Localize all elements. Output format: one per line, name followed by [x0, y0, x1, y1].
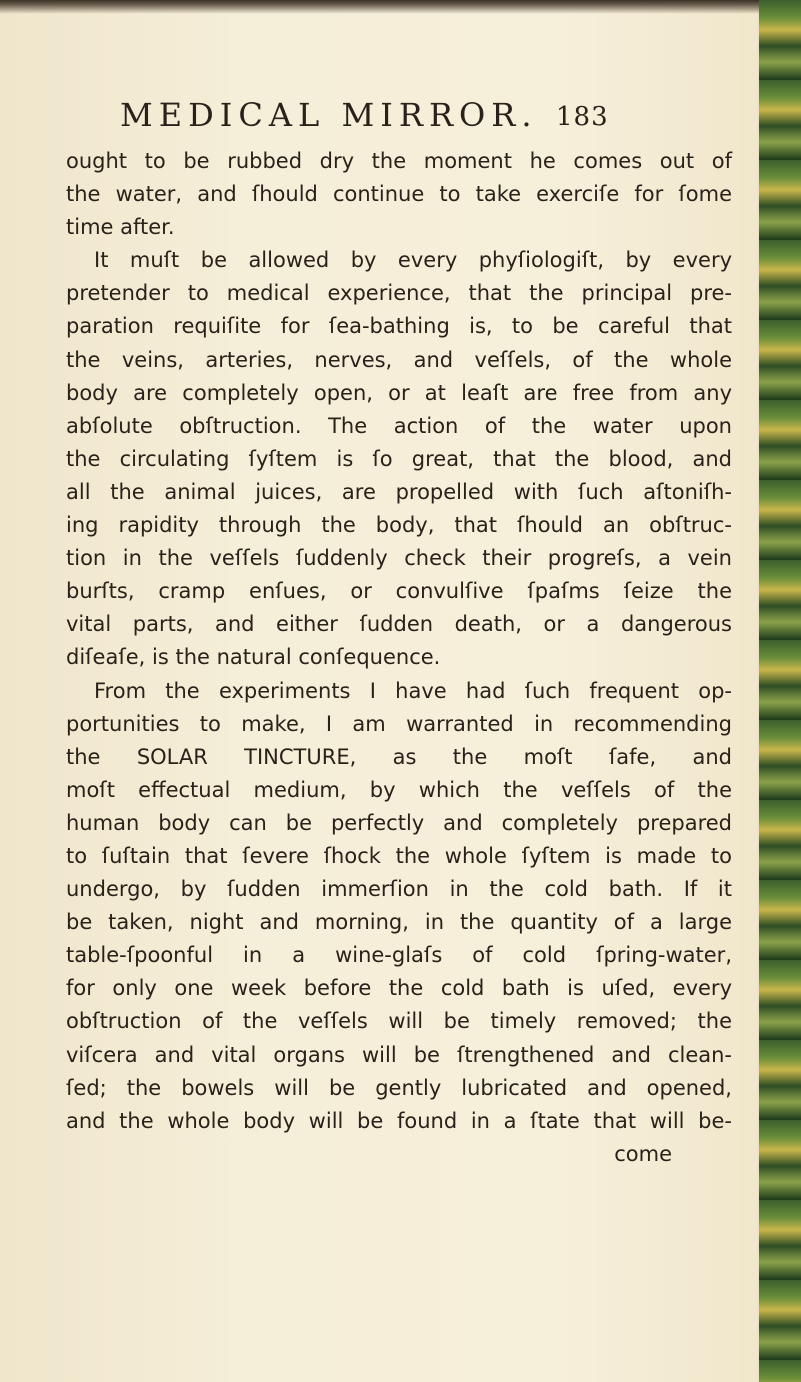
text-line: human body can be perfectly and completely prepared	[66, 810, 732, 835]
page-title: MEDICAL MIRROR.	[120, 96, 538, 134]
text-line: obſtruction of the veſſels will be timely removed; the	[66, 1009, 732, 1034]
text-line: tion in the veſſels ſuddenly check their progreſs, a vein	[66, 546, 732, 571]
catchword: come	[614, 1141, 672, 1166]
text-line: the circulating ſyſtem is ſo great, that the blood, and	[66, 446, 732, 471]
text-line: diſeaſe, is the natural conſequence.	[66, 645, 441, 670]
page-top-shadow	[0, 0, 770, 14]
text-line: pretender to medical experience, that the principal pre-	[66, 281, 732, 306]
text-line: abſolute obſtruction. The action of the water upon	[66, 413, 732, 438]
book-cover-edge	[759, 0, 801, 1382]
text-line: undergo, by ſudden immerſion in the cold bath. If it	[66, 877, 732, 902]
text-line: paration requiſite for ſea-bathing is, to be careful that	[66, 314, 732, 339]
text-line: ing rapidity through the body, that ſhould an obſtruc-	[66, 513, 732, 538]
text-line: vital parts, and either ſudden death, or a dangerous	[66, 612, 732, 637]
text-line: be taken, night and morning, in the quantity of a large	[66, 910, 732, 935]
text-line: burſts, cramp enſues, or convulſive ſpaſms ſeize the	[66, 579, 732, 604]
text-line: the SOLAR TINCTURE, as the moſt ſafe, and	[66, 744, 732, 769]
running-head	[120, 96, 640, 136]
text-line: portunities to make, I am warranted in recommending	[66, 711, 732, 736]
text-line: table-ſpoonful in a wine-glaſs of cold ſpring-water,	[66, 943, 732, 968]
text-line: body are completely open, or at leaſt are free from any	[66, 380, 732, 405]
text-line: to ſuſtain that ſevere ſhock the whole ſyſtem is made to	[66, 843, 732, 868]
text-line: the water, and ſhould continue to take exerciſe for ſome	[66, 182, 732, 207]
text-line: the veins, arteries, nerves, and veſſels, of the whole	[66, 347, 732, 372]
text-line: and the whole body will be found in a ſtate that will be-	[66, 1108, 732, 1133]
text-line: ought to be rubbed dry the moment he comes out of	[66, 149, 732, 173]
text-line: It muſt be allowed by every phyſiologiſt, by every	[94, 248, 732, 273]
text-line: all the animal juices, are propelled with ſuch aſtoniſh-	[66, 479, 732, 504]
text-line: From the experiments I have had ſuch frequent op-	[94, 678, 732, 703]
text-line: moſt effectual medium, by which the veſſels of the	[66, 777, 732, 802]
text-line: time after.	[66, 215, 175, 240]
body-text	[66, 145, 732, 1171]
page-number: 183	[556, 102, 609, 132]
text-line: viſcera and vital organs will be ſtrengthened and clean-	[66, 1042, 732, 1067]
text-line: ſed; the bowels will be gently lubricated and opened,	[66, 1075, 732, 1100]
text-line: for only one week before the cold bath is uſed, every	[66, 976, 732, 1001]
